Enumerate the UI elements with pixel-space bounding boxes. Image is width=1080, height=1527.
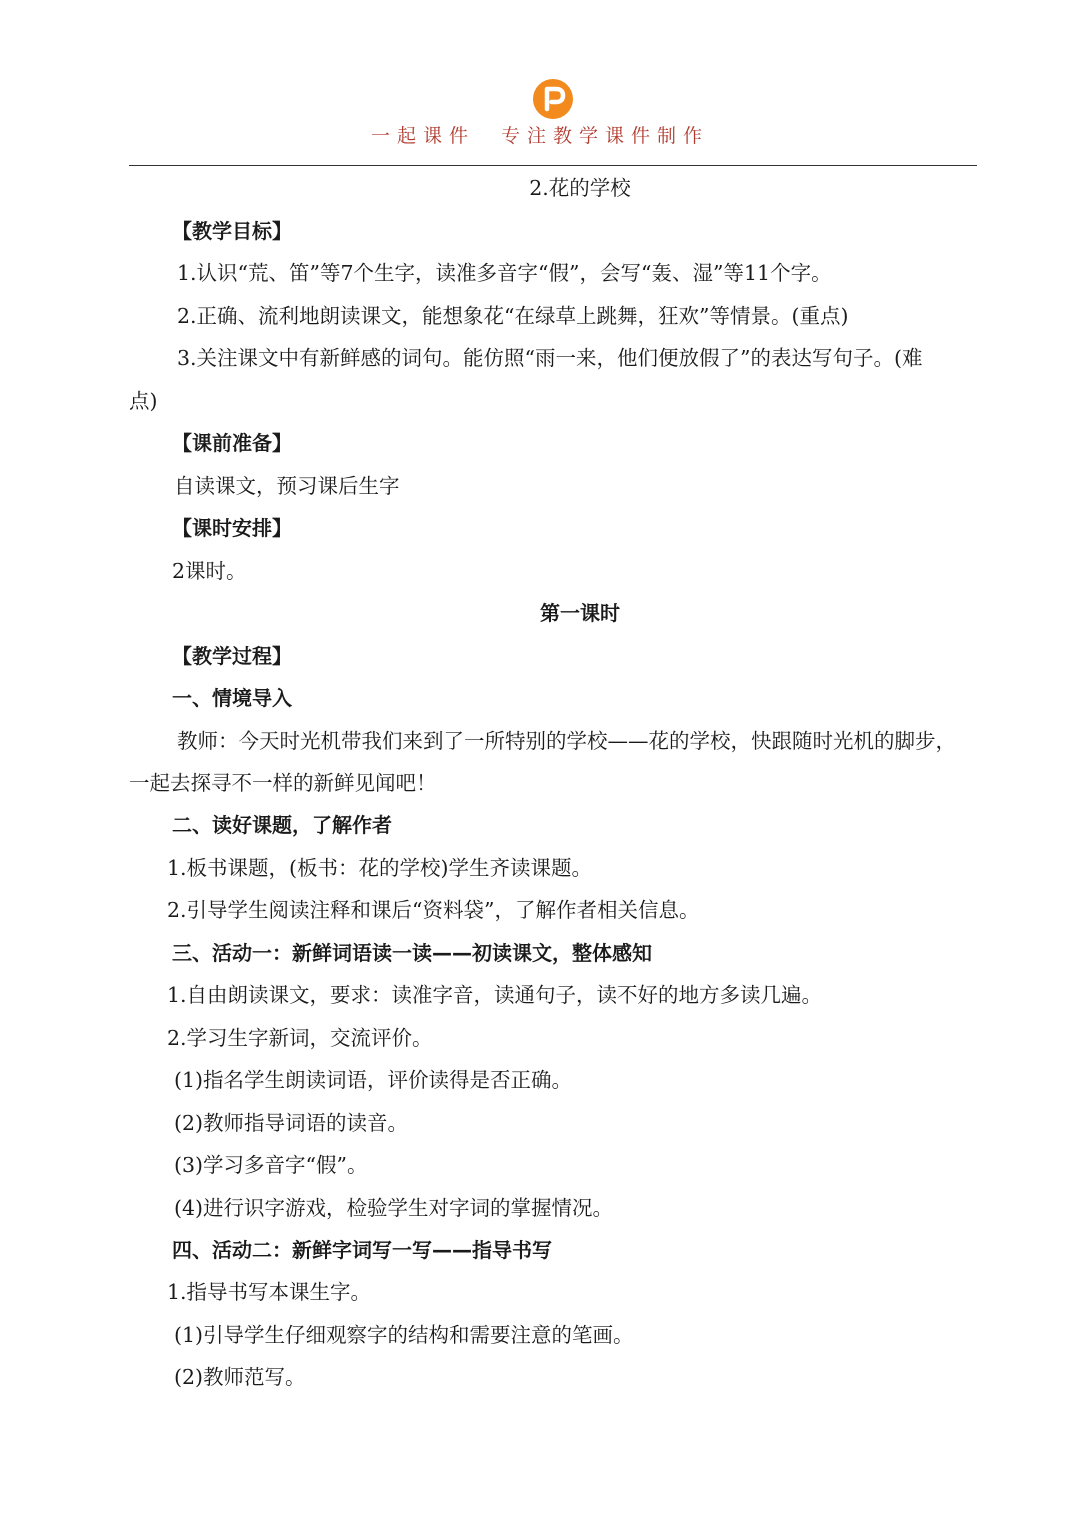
preparation-text: 自读课文，预习课后生字 (174, 474, 400, 498)
section-3-item-1: 1.自由朗读课文，要求：读准字音，读通句子，读不好的地方多读几遍。 (167, 983, 823, 1007)
header-tagline: 一起课件 专注教学课件制作 (370, 125, 710, 147)
section-1-line-2: 一起去探寻不一样的新鲜见闻吧！ (129, 771, 437, 795)
section-3-sub-4: (4)进行识字游戏，检验学生对字词的掌握情况。 (174, 1196, 614, 1220)
section-3-item-2: 2.学习生字新词，交流评价。 (167, 1026, 433, 1050)
section-3-sub-2: (2)教师指导词语的读音。 (174, 1111, 409, 1135)
section-4-sub-1: (1)引导学生仔细观察字的结构和需要注意的笔画。 (174, 1323, 634, 1347)
section-2-heading: 二、读好课题，了解作者 (172, 813, 392, 837)
preparation-heading: 【课前准备】 (172, 431, 292, 455)
schedule-heading: 【课时安排】 (172, 516, 292, 540)
section-4-sub-2: (2)教师范写。 (174, 1365, 306, 1389)
section-3-sub-1: (1)指名学生朗读词语，评价读得是否正确。 (174, 1068, 573, 1092)
document-title: 2.花的学校 (529, 176, 631, 200)
header-divider (129, 165, 977, 166)
section-2-item-1: 1.板书课题，(板书：花的学校)学生齐读课题。 (167, 856, 593, 880)
section-1-line-1: 教师：今天时光机带我们来到了一所特别的学校——花的学校，快跟随时光机的脚步， (177, 729, 956, 753)
section-3-heading: 三、活动一：新鲜词语读一读——初读课文，整体感知 (172, 941, 652, 965)
objective-3-line-2: 点) (129, 389, 158, 413)
lesson-title: 第一课时 (540, 601, 620, 625)
section-3-sub-3: (3)学习多音字“假”。 (174, 1153, 368, 1177)
objective-2: 2.正确、流利地朗读课文，能想象花“在绿草上跳舞，狂欢”等情景。(重点) (177, 304, 849, 328)
section-1-heading: 一、情境导入 (172, 686, 292, 710)
objectives-heading: 【教学目标】 (172, 219, 292, 243)
section-2-item-2: 2.引导学生阅读注释和课后“资料袋”，了解作者相关信息。 (167, 898, 700, 922)
objective-3-line-1: 3.关注课文中有新鲜感的词句。能仿照“雨一来，他们便放假了”的表达写句子。(难 (177, 346, 923, 370)
logo-p-icon (532, 78, 574, 120)
section-4-heading: 四、活动二：新鲜字词写一写——指导书写 (172, 1238, 552, 1262)
section-4-item-1: 1.指导书写本课生字。 (167, 1280, 372, 1304)
objective-1: 1.认识“荒、笛”等7个生字，读准多音字“假”，会写“轰、湿”等11个字。 (177, 261, 832, 285)
process-heading: 【教学过程】 (172, 644, 292, 668)
schedule-text: 2课时。 (172, 559, 247, 583)
